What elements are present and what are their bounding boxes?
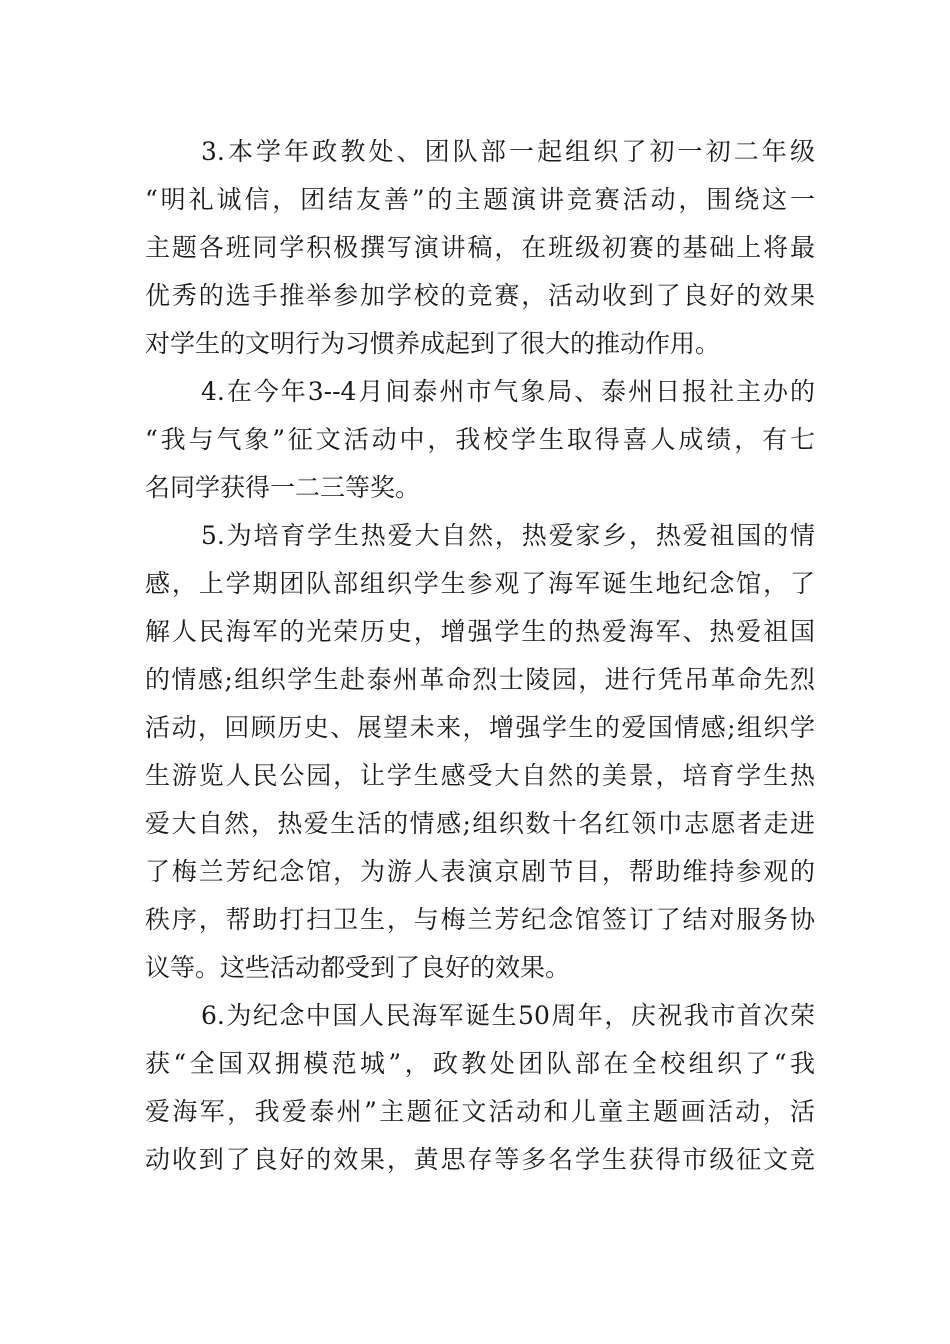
paragraph-4 — [145, 368, 815, 512]
paragraph-5 — [145, 512, 815, 992]
text-line: 优秀的选手推举参加学校的竞赛，活动收到了良好的效果 — [145, 281, 815, 310]
text-line: 活动，回顾历史、展望未来，增强学生的爱国情感;组织学 — [145, 713, 815, 742]
text-line: 动收到了良好的效果，黄思存等多名学生获得市级征文竞 — [145, 1145, 815, 1174]
document-body — [145, 128, 815, 1184]
text-line: 获“全国双拥模范城”，政教处团队部在全校组织了“我 — [145, 1049, 815, 1078]
text-line: 6.为纪念中国人民海军诞生50周年，庆祝我市首次荣 — [201, 1001, 815, 1030]
paragraph-6 — [145, 992, 815, 1184]
text-line: 的情感;组织学生赴泰州革命烈士陵园，进行凭吊革命先烈 — [145, 665, 815, 694]
text-line: 秩序，帮助打扫卫生，与梅兰芳纪念馆签订了结对服务协 — [145, 905, 815, 934]
text-line: “明礼诚信，团结友善”的主题演讲竞赛活动，围绕这一 — [145, 185, 815, 214]
text-line: 生游览人民公园，让学生感受大自然的美景，培育学生热 — [145, 761, 815, 790]
text-line: 爱海军，我爱泰州”主题征文活动和儿童主题画活动，活 — [145, 1097, 815, 1126]
text-line: 感，上学期团队部组织学生参观了海军诞生地纪念馆，了 — [145, 569, 815, 598]
paragraph-3 — [145, 128, 815, 368]
text-line: 主题各班同学积极撰写演讲稿，在班级初赛的基础上将最 — [145, 233, 815, 262]
text-line: 5.为培育学生热爱大自然，热爱家乡，热爱祖国的情 — [201, 521, 815, 550]
text-line: “我与气象”征文活动中，我校学生取得喜人成绩，有七 — [145, 425, 815, 454]
text-line: 4.在今年3--4月间泰州市气象局、泰州日报社主办的 — [201, 377, 815, 406]
text-line: 议等。这些活动都受到了良好的效果。 — [145, 953, 571, 982]
text-line: 了梅兰芳纪念馆，为游人表演京剧节目，帮助维持参观的 — [145, 857, 815, 886]
text-line: 对学生的文明行为习惯养成起到了很大的推动作用。 — [145, 329, 721, 358]
text-line: 3.本学年政教处、团队部一起组织了初一初二年级 — [201, 137, 815, 166]
text-line: 名同学获得一二三等奖。 — [145, 473, 421, 502]
text-line: 爱大自然，热爱生活的情感;组织数十名红领巾志愿者走进 — [145, 809, 815, 838]
text-line: 解人民海军的光荣历史，增强学生的热爱海军、热爱祖国 — [145, 617, 815, 646]
